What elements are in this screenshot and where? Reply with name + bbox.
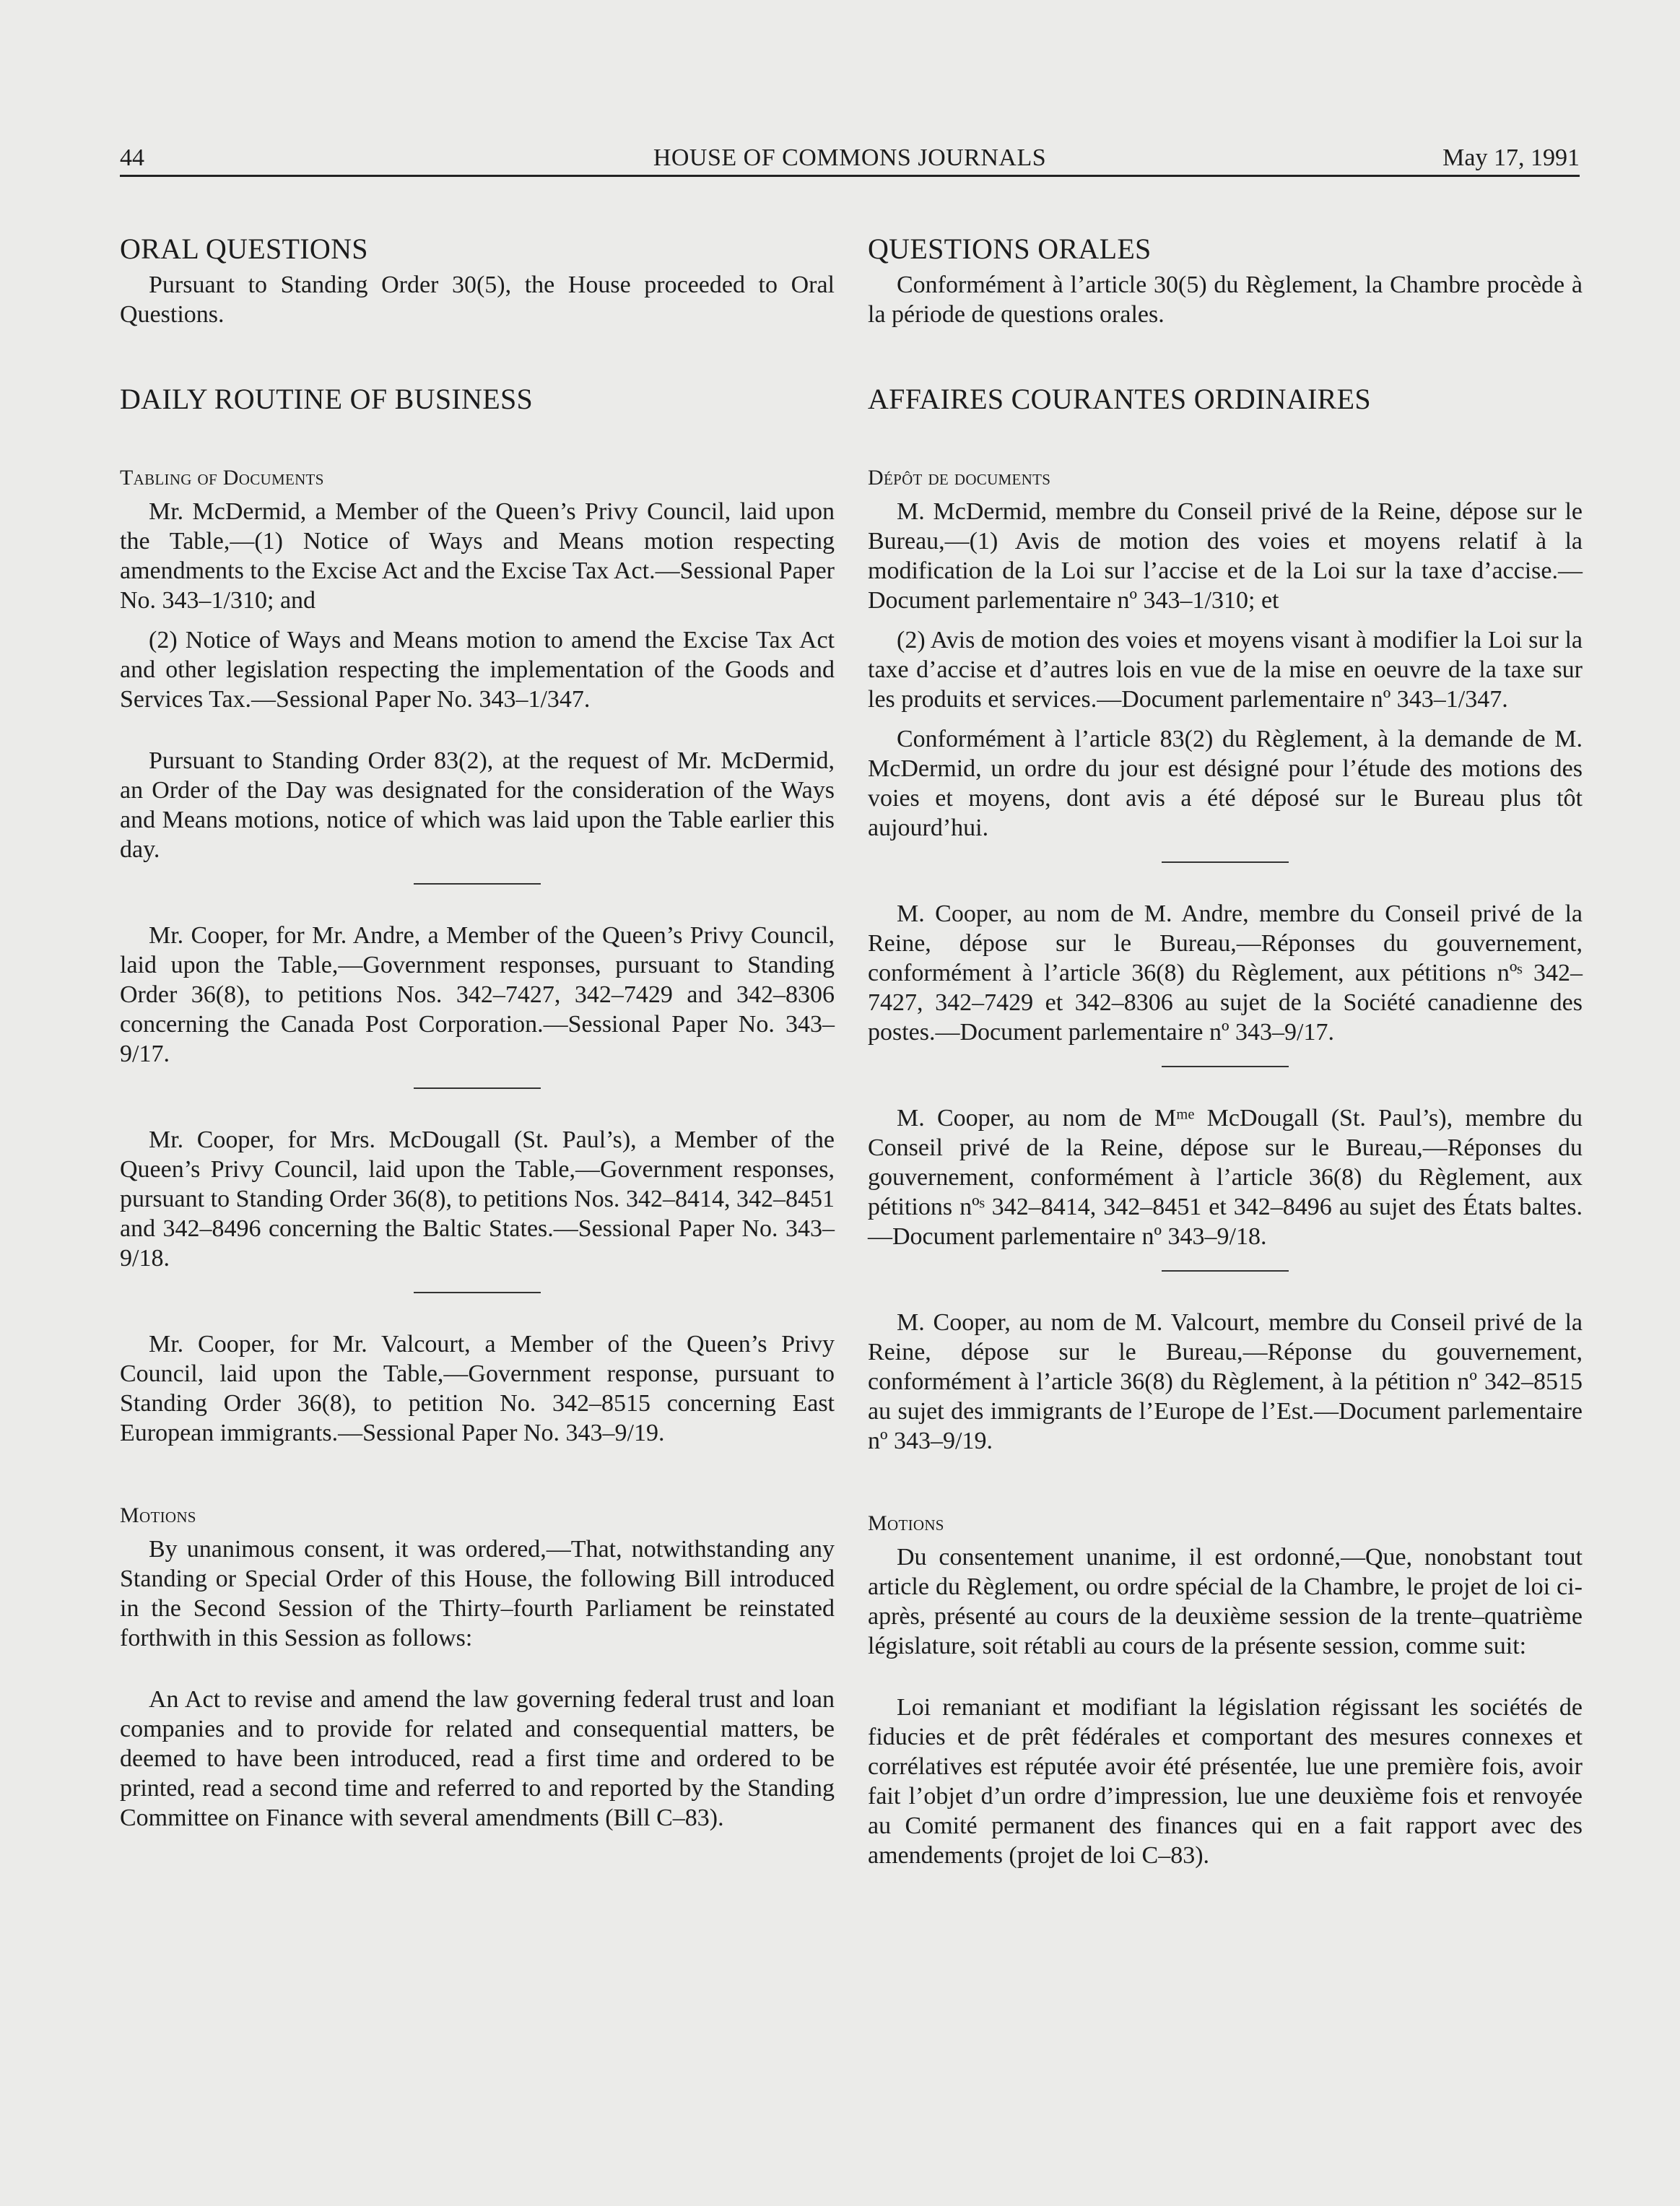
tabling-paragraph: Mr. McDermid, a Member of the Queen’s Privy Council, laid upon the Table,—(1) Notice of Ways and Means motion respecting amendments to the Excise Act and the Excise Tax Act.—Sessional Paper No. 343–1/310; and: [120, 498, 835, 614]
english-column: [120, 233, 835, 1843]
divider: [414, 1087, 541, 1089]
oral-questions-heading: QUESTIONS ORALES: [868, 233, 1152, 265]
tabling-paragraph: (2) Avis de motion des voies et moyens visant à modifier la Loi sur la taxe d’accise et d’autres lois en vue de la mise en oeuvre de la taxe sur les produits et services.—Document parlementaire nº 343–1/347.: [868, 627, 1583, 713]
tabling-paragraph: M. Cooper, au nom de M. Valcourt, membre du Conseil privé de la Reine, dépose sur le Bureau,—Réponse du gouvernement, conformément à l’article 36(8) du Règlement, à la pétition nº 342–8515 au sujet des immigrants de l’Europe de l’Est.—Document parlementaire nº 343–9/19.: [868, 1309, 1583, 1454]
tabling-heading: Dépôt de documents: [868, 466, 1051, 490]
french-column: [868, 233, 1583, 1880]
tabling-paragraph: Mr. Cooper, for Mrs. McDougall (St. Paul’s), a Member of the Queen’s Privy Council, laid upon the Table,—Government responses, pursuant to Standing Order 36(8), to petitions Nos. 342–8414, 342–8451 and 342–8496 concerning the Baltic States.—Sessional Paper No. 343–9/18.: [120, 1126, 835, 1272]
tabling-paragraph: M. Cooper, au nom de M. Andre, membre du Conseil privé de la Reine, dépose sur le Bureau,—Réponses du gouvernement, conformément à l’article 36(8) du Règlement, aux pétitions nºˢ 342–7427, 342–7429 et 342–8306 au sujet de la Société canadienne des postes.—Document parlementaire nº 343–9/17.: [868, 900, 1583, 1046]
motions-heading: Motions: [120, 1503, 196, 1527]
daily-routine-heading: AFFAIRES COURANTES ORDINAIRES: [868, 383, 1371, 415]
daily-routine-heading: DAILY ROUTINE OF BUSINESS: [120, 383, 534, 415]
tabling-paragraph: Mr. Cooper, for Mr. Andre, a Member of the Queen’s Privy Council, laid upon the Table,—Government responses, pursuant to Standing Order 36(8), to petitions Nos. 342–7427, 342–7429 and 342–8306 concerning the Canada Post Corporation.—Sessional Paper No. 343–9/17.: [120, 922, 835, 1067]
motions-paragraph: An Act to revise and amend the law governing federal trust and loan companies and to provide for related and consequential matters, be deemed to have been introduced, read a first time and ordered to be printed, read a second time and referred to and reported by the Standing Committee on Finance with several amendments (Bill C–83).: [120, 1686, 835, 1831]
journal-title: HOUSE OF COMMONS JOURNALS: [653, 144, 1047, 171]
oral-questions-text: Pursuant to Standing Order 30(5), the House proceeded to Oral Questions.: [120, 272, 835, 328]
divider: [414, 1292, 541, 1293]
tabling-paragraph: Pursuant to Standing Order 83(2), at the request of Mr. McDermid, an Order of the Day was designated for the consideration of the Ways and Means motions, notice of which was laid upon the Table earlier this day.: [120, 747, 835, 863]
motions-heading: Motions: [868, 1511, 944, 1535]
tabling-paragraph: Conformément à l’article 83(2) du Règlement, à la demande de M. McDermid, un ordre du jour est désigné pour l’étude des motions des voies et moyens, dont avis a été déposé sur le Bureau plus tôt aujourd’hui.: [868, 726, 1583, 841]
tabling-heading: Tabling of Documents: [120, 466, 324, 490]
oral-questions-heading: ORAL QUESTIONS: [120, 233, 368, 265]
tabling-paragraph: M. McDermid, membre du Conseil privé de la Reine, dépose sur le Bureau,—(1) Avis de motion des voies et moyens relatif à la modification de la Loi sur l’accise et de la Loi sur la taxe d’accise.—Document parlementaire nº 343–1/310; et: [868, 498, 1583, 614]
divider: [414, 883, 541, 885]
divider: [1162, 1066, 1289, 1067]
motions-paragraph: Loi remaniant et modifiant la législation régissant les sociétés de fiducies et de prêt fédérales et comportant des mesures connexes et corrélatives est réputée avoir été présentée, lue une première fois, avoir fait l’objet d’un ordre d’impression, lue une deuxième fois et renvoyée au Comité permanent des finances qui en a fait rapport avec des amendements (projet de loi C–83).: [868, 1694, 1583, 1869]
divider: [1162, 1270, 1289, 1272]
motions-paragraph: Du consentement unanime, il est ordonné,—Que, nonobstant tout article du Règlement, ou ordre spécial de la Chambre, le projet de loi ci-après, présenté au cours de la deuxième session de la trente–quatrième législature, soit rétabli au cours de la présente session, comme suit:: [868, 1544, 1583, 1659]
page-header: [120, 139, 1580, 177]
page-number: 44: [120, 144, 144, 171]
tabling-paragraph: M. Cooper, au nom de Mᵐᵉ McDougall (St. Paul’s), membre du Conseil privé de la Reine, dépose sur le Bureau,—Réponses du gouvernement, conformément à l’article 36(8) du Règlement, aux pétitions nºˢ 342–8414, 342–8451 et 342–8496 au sujet des États baltes.—Document parlementaire nº 343–9/18.: [868, 1105, 1583, 1250]
divider: [1162, 861, 1289, 863]
tabling-paragraph: (2) Notice of Ways and Means motion to amend the Excise Tax Act and other legislation respecting the implementation of the Goods and Services Tax.—Sessional Paper No. 343–1/347.: [120, 627, 835, 713]
motions-paragraph: By unanimous consent, it was ordered,—That, notwithstanding any Standing or Special Order of this House, the following Bill introduced in the Second Session of the Thirty–fourth Parliament be reinstated forthwith in this Session as follows:: [120, 1536, 835, 1651]
tabling-paragraph: Mr. Cooper, for Mr. Valcourt, a Member of the Queen’s Privy Council, laid upon the Table,—Government response, pursuant to Standing Order 36(8), to petition No. 342–8515 concerning East European immigrants.—Sessional Paper No. 343–9/19.: [120, 1331, 835, 1446]
page-date: May 17, 1991: [1442, 144, 1580, 171]
oral-questions-text: Conformément à l’article 30(5) du Règlement, la Chambre procède à la période de questions orales.: [868, 272, 1583, 328]
